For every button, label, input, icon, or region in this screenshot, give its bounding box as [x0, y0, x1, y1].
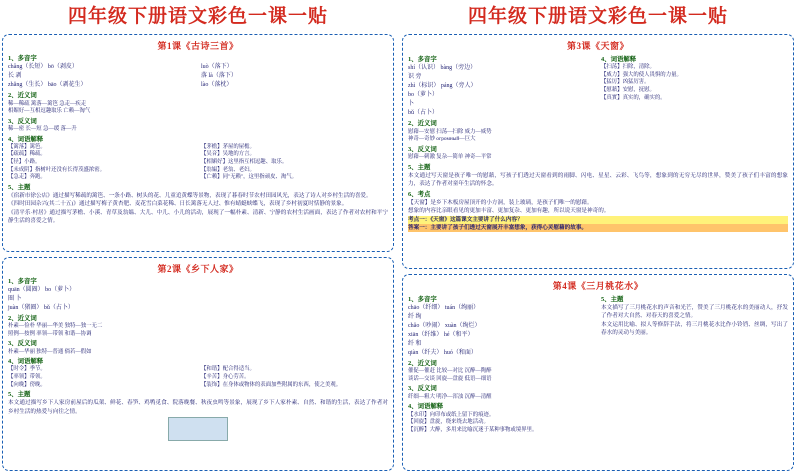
l3-ant-1: 慰藉—刺激 复杂—简单 神奇—平常 — [408, 153, 492, 160]
l4-sec2-heading: 2、近义词 — [408, 359, 437, 367]
l1-theme-2: 《四时田园杂兴(其二十五)》通过描写梅子黄杏肥、麦花雪白菜花稀、日长篱落无人过、惟有蜻蜓蛱蝶飞，表现了乡村初夏时恬静的景象。 — [8, 201, 348, 208]
l4-theme-1: 本文描写了三月桃花水的声音和光芒，赞美了三月桃花水的美丽动人，抒发了作者对大自然、对春天的喜爱之情。 — [601, 304, 788, 320]
l1-sec2-heading: 2、近义词 — [8, 92, 37, 100]
l4-syn-2: 谈话—交谈 回旋—盘旋 低语—细语 — [408, 375, 492, 382]
l3-syn-2: 神奇—奇妙 огромный—巨大 — [408, 136, 476, 143]
l3-sec1-heading: 1、多音字 — [408, 56, 437, 63]
l3-theme-1: 本文通过写天窗是孩子唯一的慰藉，写孩子们透过天窗看到的雨脚、闪电、星星、云彩、飞鸟等，想象到的无穷无尽的世界，赞美了孩子们丰富的想象力，表达了作者对童年生活的怀念。 — [408, 172, 788, 188]
l3-sec2-heading: 2、近义词 — [408, 120, 437, 128]
l1-def-6: 【茅檐】茅屋的屋檐。 — [201, 143, 255, 150]
l2-syn-2: 照例—按例 率领—带领 和谐—协调 — [8, 330, 92, 337]
l3-sec4-heading: 4、词语解释 — [601, 56, 637, 63]
l1-def-4: 【未成阴】指树叶还没有长得茂盛浓密。 — [8, 166, 106, 173]
l3-poly-3: zhì（标识） páng（旁人） — [408, 83, 477, 90]
l1-syn-2: 相媚好—互相逗趣取乐 亡赖—淘气 — [8, 108, 91, 115]
l2-def-5: 【辛苦】身心劳苦。 — [201, 373, 250, 380]
l1-theme-1: 《宿新市徐公店》通过描写稀疏的篱笆、一条小路、树头的花、儿童追黄蝶等景物，表现了暮春时节农村田园风光，表达了诗人对乡村生活的喜爱。 — [8, 192, 372, 199]
l1-sec4-heading: 4、词语解释 — [8, 135, 44, 143]
l4-sec4-heading: 4、词语解释 — [408, 403, 444, 411]
l1-def-2: 【疏疏】稀疏。 — [8, 151, 46, 158]
l2-def-1: 【时令】季节。 — [8, 366, 46, 373]
lesson-card-2 — [2, 257, 394, 471]
l3-poly-5: 卜 — [408, 101, 415, 108]
l2-theme-1: 本文通过描写乡下人家房前屋后的瓜架、鲜花、春笋、鸡鸭觅食、院落晚餐、秋夜虫鸣等景象，展现了乡下人家朴素、自然、和谐的生活，表达了作者对乡村生活的热爱与向往之情。 — [8, 400, 388, 415]
l2-syn-1: 朴素—俭朴 华丽—华美 独特—独一无二 — [8, 323, 103, 330]
l4-poly-3: chǎo（吵闹） xuàn（绚烂） — [408, 322, 481, 329]
lesson-2-illustration — [168, 417, 228, 441]
left-column — [0, 0, 396, 474]
l1-poly-4: luò（落下） — [201, 64, 233, 71]
l2-sec2-heading: 2、近义词 — [8, 314, 37, 322]
l3-sec5-heading: 5、主题 — [408, 163, 431, 171]
l2-sec4-heading: 4、词语解释 — [8, 358, 44, 366]
l2-def-3: 【向晚】傍晚。 — [8, 381, 46, 388]
l3-poly-4: bo（萝卜） — [408, 92, 439, 99]
l3-answer: 答案一：主要讲了孩子们透过天窗展开丰富想象，获得心灵慰藉的故事。 — [408, 224, 788, 232]
lesson-3-title: 第3课《天窗》 — [566, 41, 629, 51]
l1-sec3-heading: 3、反义词 — [8, 117, 37, 125]
l2-ant-1: 朴素—华丽 独特—普通 倘若—假如 — [8, 348, 92, 355]
lesson-card-1 — [2, 34, 394, 252]
l3-sec6-heading: 6、考点 — [408, 190, 431, 198]
l1-poly-3: zhăng（生长） bāo（剥花生） — [8, 82, 87, 89]
l4-theme-2: 本文运用比喻、拟人等修辞手法，将三月桃花水比作小铃铛、丝绸，写出了春水的灵动与美丽。 — [601, 321, 788, 337]
l3-point-2: 想象的内容比亲眼看见的更加丰富、更加复杂、更加有趣，所以说天窗是神奇的。 — [408, 208, 610, 215]
l4-poly-6: qiàn（纤夫） huó（和面） — [408, 349, 477, 356]
l1-poly-2: 长 剥 — [8, 73, 22, 80]
right-column — [400, 0, 796, 474]
l4-def-1: 【水印】向印布或纸上留下的痕迹。 — [408, 411, 495, 418]
l3-poly-1: shí（认识） bàng（旁边） — [408, 65, 477, 72]
l4-def-3: 【沉醉】大醉，多用来比喻沉迷于某种事物或境界里。 — [408, 426, 538, 433]
l3-point-1: 【天窗】是乡下木板房屋顶开的小方洞，装上玻璃，是孩子们唯一的慰藉。 — [408, 199, 593, 206]
l4-ant-1: 纤细—粗大 明净—浑浊 沉醉—清醒 — [408, 393, 492, 400]
l1-def-1: 【篱落】篱笆。 — [8, 143, 46, 150]
l4-poly-5: 纤 和 — [408, 340, 422, 347]
lesson-1-body — [8, 54, 388, 225]
l1-def-10: 【亡赖】同"无赖"，这里指顽皮、淘气。 — [201, 174, 298, 181]
l2-def-4: 【和谐】配合得适当。 — [201, 366, 255, 373]
lesson-3-body — [408, 54, 788, 232]
l2-def-2: 【率领】带领。 — [8, 373, 46, 380]
l2-sec5-heading: 5、主题 — [8, 391, 31, 399]
page-title-right-text: 四年级下册语文彩色一课一贴 — [467, 6, 728, 27]
lesson-card-3 — [402, 34, 794, 269]
l1-sec5-heading: 5、主题 — [8, 183, 31, 191]
l1-def-5: 【急走】奔跑。 — [8, 174, 46, 181]
l2-poly-2: 圈 卜 — [8, 295, 22, 302]
l4-def-2: 【回旋】盘旋，绕来绕去地活动。 — [408, 419, 489, 426]
lesson-1-title: 第1课《古诗三首》 — [157, 41, 239, 51]
l1-def-9: 【翁媪】老翁、老妇。 — [201, 166, 255, 173]
l3-def-2: 【威力】强大的使人畏惧的力量。 — [601, 71, 682, 78]
l4-syn-1: 催促—催赶 比较—对比 沉醉—陶醉 — [408, 368, 492, 375]
l3-def-4: 【慰藉】安慰，抚慰。 — [601, 86, 655, 93]
page-title-left-text: 四年级下册语文彩色一课一贴 — [67, 6, 328, 27]
l1-syn-1: 稀—稀疏 篱落—篱笆 急走—疾走 — [8, 100, 87, 107]
l2-sec1-heading: 1、多音字 — [8, 277, 37, 285]
l1-theme-3: 《清平乐·村居》通过描写茅檐、小溪、青草及翁媪、大儿、中儿、小儿的活动，展现了一幅朴素、清新、宁静的农村生活画面，表达了作者对农村和平宁静生活的喜爱之情。 — [8, 209, 388, 225]
l4-sec3-heading: 3、反义词 — [408, 385, 437, 393]
l3-sec3-heading: 3、反义词 — [408, 145, 437, 153]
l3-syn-1: 慰藉—安慰 扫荡—扫除 威力—威势 — [408, 128, 492, 135]
l1-sec1-heading: 1、多音字 — [8, 55, 37, 62]
l4-poly-2: 纤 绚 — [408, 313, 422, 320]
lesson-4-title: 第4课《三月桃花水》 — [552, 280, 644, 291]
lesson-2-title: 第2课《乡下人家》 — [157, 263, 239, 274]
l2-def-6: 【装饰】在身体或物体的表面加些附属的东西，使之美观。 — [201, 381, 342, 388]
page-title-left — [2, 3, 394, 29]
page-title-right — [402, 3, 794, 29]
l4-poly-4: xiān（纤维） hé（和平） — [408, 331, 474, 338]
lesson-card-4 — [402, 274, 794, 471]
l1-poly-1: châng（长短） bō（剥皮） — [8, 64, 78, 71]
l2-sec3-heading: 3、反义词 — [8, 340, 37, 348]
lesson-2-body — [8, 277, 388, 445]
l3-def-3: 【猛厉】凶猛厉害。 — [601, 79, 650, 86]
l1-def-7: 【吴音】吴地的方言。 — [201, 151, 255, 158]
l3-question: 考点一：《天窗》这篇课文主要讲了什么内容？ — [408, 216, 788, 224]
l3-def-1: 【扫荡】扫除，清除。 — [601, 64, 655, 71]
l1-poly-5: 落 là（落下） — [201, 73, 237, 80]
l1-def-3: 【径】小路。 — [8, 158, 41, 165]
l1-poly-6: lào（落枕） — [201, 82, 233, 89]
l1-ant-1: 稀—密 长—短 急—缓 落—升 — [8, 125, 77, 132]
l2-poly-3: juàn（猪圈） bǔ（占卜） — [8, 304, 74, 311]
l1-def-8: 【相媚好】这里指互相逗趣、取乐。 — [201, 158, 288, 165]
l4-sec5-heading: 5、主题 — [601, 295, 624, 303]
l3-poly-6: bǔ（占卜） — [408, 110, 439, 117]
l3-def-5: 【真實】真实的，确实的。 — [601, 94, 666, 101]
lesson-4-body — [408, 294, 788, 435]
l4-poly-1: chāo（纤细） tuán（绚丽） — [408, 304, 480, 311]
l4-sec1-heading: 1、多音字 — [408, 295, 437, 303]
l3-poly-2: 识 旁 — [408, 74, 422, 81]
l2-poly-1: quān（圆圈） bo（萝卜） — [8, 286, 76, 293]
